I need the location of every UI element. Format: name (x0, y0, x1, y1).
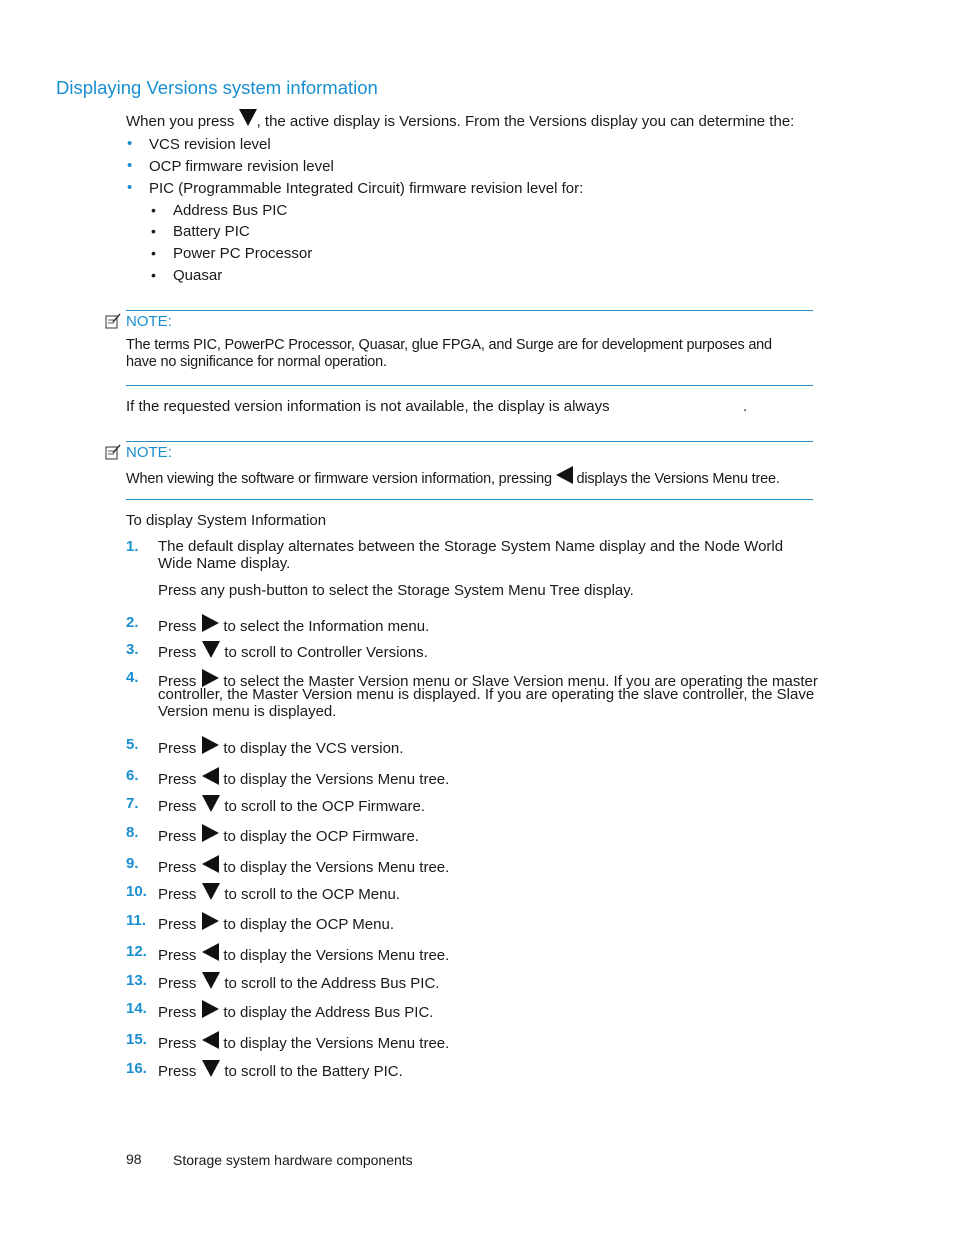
step-number: 1. (126, 538, 139, 555)
step-description: to display the Versions Menu tree. (223, 859, 450, 876)
right-arrow-icon (202, 736, 219, 754)
sub-bullet-icon: • (151, 202, 156, 218)
press-label: Press (158, 975, 197, 992)
footer-section: Storage system hardware components (173, 1152, 413, 1168)
intro-paragraph (126, 109, 794, 130)
step-description: to display the Versions Menu tree. (223, 771, 450, 788)
down-arrow-icon (202, 883, 220, 900)
step-number: 7. (126, 795, 139, 812)
note-rule-top (126, 310, 813, 311)
right-arrow-icon (202, 669, 219, 687)
press-label: Press (158, 1004, 197, 1021)
step-text (158, 614, 429, 635)
step-number: 4. (126, 669, 139, 686)
step-text (158, 855, 449, 876)
press-label: Press (158, 644, 197, 661)
step-number: 6. (126, 767, 139, 784)
step-text: Version menu is displayed. (158, 703, 337, 720)
press-label: Press (158, 798, 197, 815)
list-item: OCP firmware revision level (149, 158, 334, 175)
step-text (158, 824, 419, 845)
step-number: 12. (126, 943, 147, 960)
step-number: 11. (126, 912, 147, 929)
page-heading: Displaying Versions system information (56, 77, 378, 98)
sub-bullet-icon: • (151, 267, 156, 283)
left-arrow-icon (202, 855, 219, 873)
note-icon (105, 444, 121, 460)
note-rule-top (126, 441, 813, 442)
note-text-line (126, 466, 780, 487)
step-description: to display the VCS version. (223, 740, 404, 757)
step-text (158, 912, 394, 933)
press-label: Press (158, 859, 197, 876)
step-description: to display the OCP Menu. (223, 916, 394, 933)
step-text (158, 1031, 449, 1052)
sub-list-item: Address Bus PIC (173, 202, 288, 219)
bullet-icon: • (127, 179, 133, 196)
step-description: to scroll to the OCP Firmware. (224, 798, 425, 815)
step-text (158, 1060, 403, 1080)
press-label: Press (158, 1063, 197, 1080)
step-number: 2. (126, 614, 139, 631)
step-number: 8. (126, 824, 139, 841)
step-text (158, 943, 449, 964)
step-number: 14. (126, 1000, 147, 1017)
unavailable-paragraph: If the requested version information is not available, the display is always (126, 398, 610, 415)
note-title: NOTE: (126, 444, 172, 461)
down-arrow-icon (202, 641, 220, 658)
step-text: Wide Name display. (158, 555, 291, 572)
note-rule-bottom (126, 499, 813, 500)
press-label: Press (158, 1035, 197, 1052)
bullet-icon: • (127, 157, 133, 174)
step-number: 15. (126, 1031, 147, 1048)
note-title: NOTE: (126, 313, 172, 330)
right-arrow-icon (202, 912, 219, 930)
sub-bullet-icon: • (151, 245, 156, 261)
procedure-title: To display System Information (126, 512, 327, 529)
step-number: 5. (126, 736, 139, 753)
press-label: Press (158, 771, 197, 788)
step-description: to display the Versions Menu tree. (223, 947, 450, 964)
press-label: Press (158, 828, 197, 845)
left-arrow-icon (202, 767, 219, 785)
step-text (158, 883, 400, 903)
note-text-line: have no significance for normal operation. (126, 354, 387, 370)
unavailable-period: . (743, 398, 748, 415)
down-arrow-icon (202, 1060, 220, 1077)
left-arrow-icon (556, 466, 573, 484)
step-description: to scroll to Controller Versions. (224, 644, 428, 661)
step-text: Press any push-button to select the Storage System Menu Tree display. (158, 582, 634, 599)
right-arrow-icon (202, 1000, 219, 1018)
note-text-after: displays the Versions Menu tree. (576, 471, 780, 487)
step-description: to select the Information menu. (223, 618, 430, 635)
sub-bullet-icon: • (151, 223, 156, 239)
step-description: to display the OCP Firmware. (223, 828, 419, 845)
press-label: Press (158, 618, 197, 635)
step-text: controller, the Master Version menu is displayed. If you are operating the slave controller, the Slave (158, 686, 815, 703)
press-label: Press (158, 916, 197, 933)
step-description: to scroll to the Battery PIC. (224, 1063, 403, 1080)
step-description: to display the Versions Menu tree. (223, 1035, 450, 1052)
step-text (158, 795, 425, 815)
step-number: 9. (126, 855, 139, 872)
page-number: 98 (126, 1151, 142, 1167)
press-label: Press (158, 740, 197, 757)
step-number: 10. (126, 883, 147, 900)
down-arrow-icon (202, 795, 220, 812)
step-number: 16. (126, 1060, 147, 1077)
sub-list-item: Power PC Processor (173, 245, 313, 262)
step-text (158, 767, 449, 788)
note-icon (105, 313, 121, 329)
right-arrow-icon (202, 614, 219, 632)
step-description: to scroll to the Address Bus PIC. (224, 975, 440, 992)
step-text (158, 972, 439, 992)
step-text (158, 641, 428, 661)
step-text (158, 1000, 433, 1021)
intro-before: When you press (126, 113, 235, 130)
sub-list-item: Quasar (173, 267, 223, 284)
right-arrow-icon (202, 824, 219, 842)
step-description: to scroll to the OCP Menu. (224, 886, 400, 903)
step-text: The default display alternates between the Storage System Name display and the Node World (158, 538, 784, 555)
step-description: to select the Master Version menu or Slave Version menu. If you are operating the master (223, 673, 818, 690)
down-arrow-icon (202, 972, 220, 989)
note-rule-bottom (126, 385, 813, 386)
list-item: PIC (Programmable Integrated Circuit) firmware revision level for: (149, 180, 584, 197)
left-arrow-icon (202, 943, 219, 961)
note-text-line: The terms PIC, PowerPC Processor, Quasar, glue FPGA, and Surge are for development purposes and (126, 337, 772, 353)
press-label: Press (158, 673, 197, 690)
list-item: VCS revision level (149, 136, 271, 153)
left-arrow-icon (202, 1031, 219, 1049)
step-description: to display the Address Bus PIC. (223, 1004, 434, 1021)
step-text (158, 736, 403, 757)
note-text-before: When viewing the software or firmware version information, pressing (126, 471, 552, 487)
press-label: Press (158, 886, 197, 903)
down-arrow-icon (239, 109, 257, 126)
step-number: 13. (126, 972, 147, 989)
sub-list-item: Battery PIC (173, 223, 250, 240)
press-label: Press (158, 947, 197, 964)
intro-after: , the active display is Versions. From the Versions display you can determine the: (256, 113, 795, 130)
step-number: 3. (126, 641, 139, 658)
bullet-icon: • (127, 135, 133, 152)
